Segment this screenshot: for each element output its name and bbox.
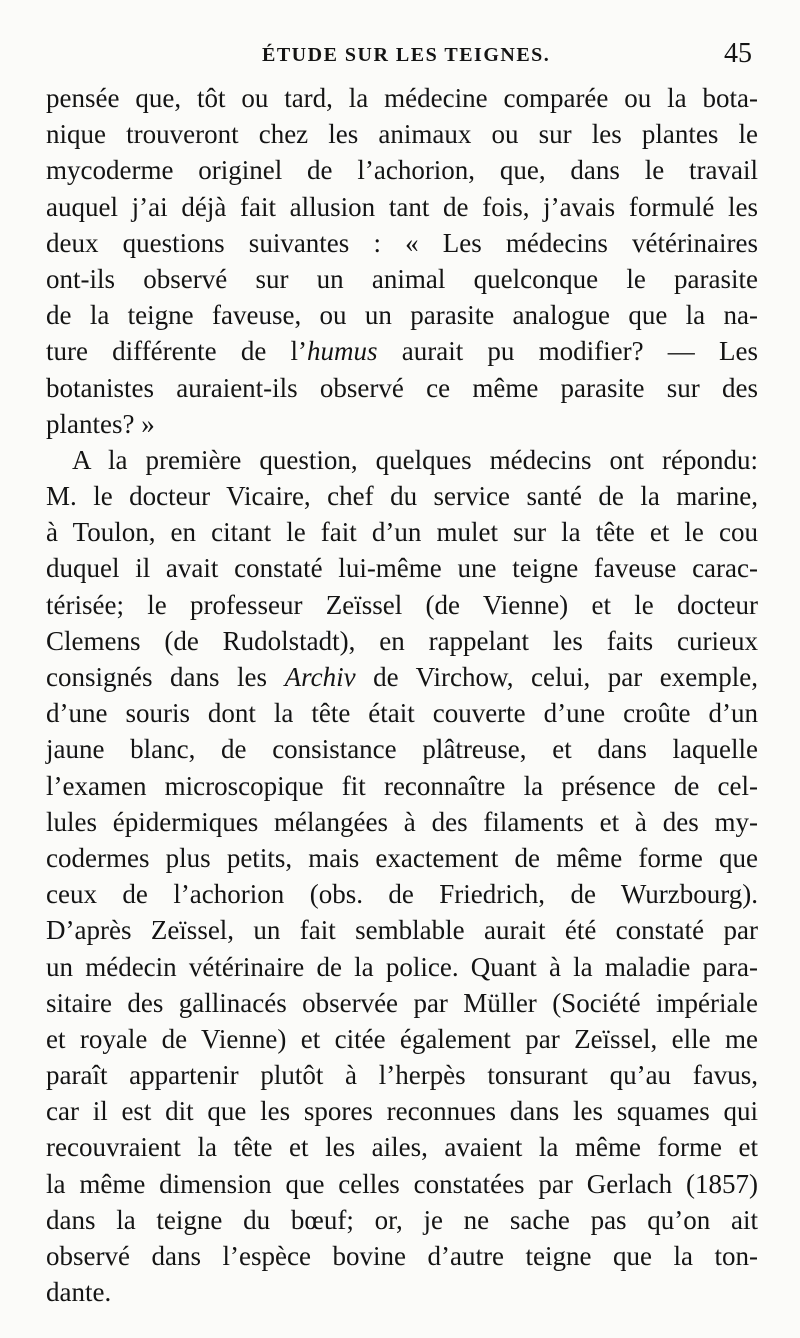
text-line: codermes plus petits, mais exactement de même forme que xyxy=(46,842,758,873)
text-line: recouvraient la tête et les ailes, avaient la même forme et xyxy=(46,1132,758,1163)
text-line: car il est dit que les spores reconnues dans les squames qui xyxy=(46,1096,758,1127)
text-line: consignés dans les Archiv de Virchow, celui, par exemple, xyxy=(46,662,759,692)
text-line: observé dans l’espèce bovine d’autre teigne que la ton- xyxy=(46,1241,758,1271)
text-line: ont-ils observé sur un animal quelconque le parasite xyxy=(46,263,758,294)
text-line: un médecin vétérinaire de la police. Quant à la maladie para- xyxy=(46,951,758,982)
page-header xyxy=(0,36,800,76)
text-line: d’une souris dont la tête était couverte d’une croûte d’un xyxy=(46,698,758,729)
text-line: sitaire des gallinacés observée par Müller (Société impériale xyxy=(46,987,758,1018)
text-line: térisée; le professeur Zeïssel (de Vienne) et le docteur xyxy=(46,589,758,620)
text-line: à Toulon, en citant le fait d’un mulet sur la tête et le cou xyxy=(46,517,758,548)
text-line: nique trouveront chez les animaux ou sur les plantes le xyxy=(46,119,758,150)
text-line: deux questions suivantes : « Les médecins vétérinaires xyxy=(46,227,758,258)
text-line: paraît appartenir plutôt à l’herpès tonsurant qu’au favus, xyxy=(46,1060,758,1091)
running-title: ÉTUDE SUR LES TEIGNES. xyxy=(262,44,551,66)
text-line: et royale de Vienne) et citée également par Zeïssel, elle me xyxy=(46,1023,758,1054)
italic-term: Archiv xyxy=(284,662,356,692)
page-number: 45 xyxy=(724,38,752,69)
text-line: duquel il avait constaté lui-même une teigne faveuse carac- xyxy=(46,553,758,584)
text-line: ceux de l’achorion (obs. de Friedrich, de Wurzbourg). xyxy=(46,879,758,910)
text-line: dans la teigne du bœuf; or, je ne sache pas qu’on ait xyxy=(46,1204,758,1235)
text-line: Clemens (de Rudolstadt), en rappelant les faits curieux xyxy=(46,625,758,656)
text-line: pensée que, tôt ou tard, la médecine comparée ou la bota- xyxy=(46,83,758,113)
text-line: l’examen microscopique fit reconnaître la présence de cel- xyxy=(46,770,758,801)
text-line: A la première question, quelques médecins ont répondu: xyxy=(72,444,758,475)
body-text xyxy=(46,80,758,1310)
text-line: botanistes auraient-ils observé ce même parasite sur des xyxy=(46,372,758,403)
text-line: ture différente de l’humus aurait pu modifier? — Les xyxy=(46,336,758,367)
text-line: dante. xyxy=(46,1277,112,1308)
text-line: plantes? » xyxy=(46,408,155,439)
text-line: la même dimension que celles constatées par Gerlach (1857) xyxy=(46,1168,758,1199)
text-line: auquel j’ai déjà fait allusion tant de fois, j’avais formulé les xyxy=(46,191,758,222)
text-line: jaune blanc, de consistance plâtreuse, et dans laquelle xyxy=(46,734,758,765)
italic-term: humus xyxy=(307,336,378,367)
text-line: D’après Zeïssel, un fait semblable aurait été constaté par xyxy=(46,915,758,946)
text-line: M. le docteur Vicaire, chef du service santé de la marine, xyxy=(46,481,758,512)
text-line: mycoderme originel de l’achorion, que, dans le travail xyxy=(46,155,758,186)
text-line: de la teigne faveuse, ou un parasite analogue que la na- xyxy=(46,300,758,331)
text-line: lules épidermiques mélangées à des filaments et à des my- xyxy=(46,806,758,837)
